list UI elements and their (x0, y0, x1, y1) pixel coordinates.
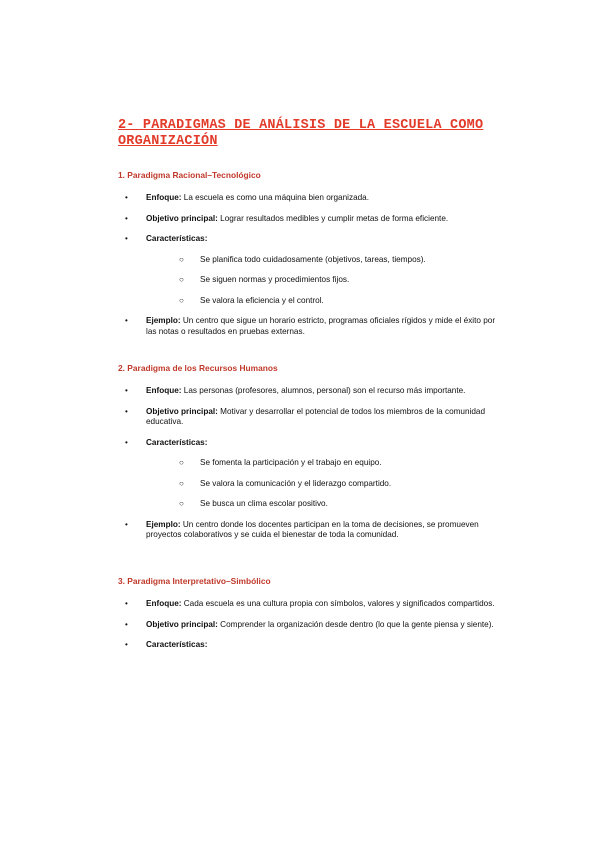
sub-item-text: Se fomenta la participación y el trabajo en equipo. (200, 458, 382, 467)
sub-item-text: Se valora la eficiencia y el control. (200, 295, 324, 305)
item-label: Enfoque: (146, 386, 182, 395)
item-label: Objetivo principal: (146, 619, 218, 629)
bullet-icon: • (125, 619, 128, 629)
item-label: Objetivo principal: (146, 213, 218, 223)
section-heading: 1. Paradigma Racional–Tecnológico (118, 170, 261, 180)
item-label: Ejemplo: (146, 316, 181, 325)
list-item (118, 193, 498, 204)
item-text: Cada escuela es una cultura propia con símbolos, valores y significados compartidos. (181, 599, 495, 608)
sub-list (146, 458, 498, 510)
circle-bullet-icon: ○ (179, 458, 184, 467)
bullet-icon: • (125, 234, 128, 243)
item-label: Enfoque: (146, 599, 182, 608)
list-item (118, 620, 498, 631)
circle-bullet-icon: ○ (179, 499, 184, 508)
item-text: Motivar y desarrollar el potencial de todos los miembros de la comunidad educativa. (146, 406, 486, 426)
section-heading: 2. Paradigma de los Recursos Humanos (118, 363, 278, 373)
bullet-icon: • (125, 519, 128, 529)
circle-bullet-icon: ○ (179, 275, 184, 284)
bullet-icon: • (125, 213, 128, 223)
list-item (118, 214, 498, 225)
circle-bullet-icon: ○ (179, 254, 184, 264)
list-item (118, 234, 498, 306)
sub-list-item (146, 458, 498, 469)
page-title: 2- PARADIGMAS DE ANÁLISIS DE LA ESCUELA COMO ORGANIZACIÓN (118, 118, 484, 149)
sub-item-text: Se planifica todo cuidadosamente (objetivos, tareas, tiempos). (200, 254, 426, 264)
item-text: Un centro donde los docentes participan en la toma de decisiones, se promueven proyectos colaborativos y se cuida el bienestar de toda la comunidad. (146, 519, 479, 539)
item-text: Comprender la organización desde dentro (lo que la gente piensa y siente). (217, 619, 494, 629)
bullet-icon: • (125, 406, 128, 416)
section-heading: 3. Paradigma Interpretativo–Simbólico (118, 576, 271, 586)
item-text: La escuela es como una máquina bien organizada. (181, 193, 370, 202)
list-item (118, 599, 498, 610)
sub-list-item (146, 499, 498, 510)
item-text: Un centro que sigue un horario estricto, programas oficiales rígidos y mide el éxito por las notas o resultados en pruebas externas. (146, 316, 496, 336)
item-label: Objetivo principal: (146, 406, 218, 416)
item-text: Lograr resultados medibles y cumplir metas de forma eficiente. (217, 213, 449, 223)
item-label: Ejemplo: (146, 519, 181, 529)
list-item (118, 407, 498, 428)
bullet-icon: • (125, 193, 128, 202)
section-rational-technological (118, 170, 498, 337)
item-label: Características: (146, 640, 208, 649)
item-label: Enfoque: (146, 193, 182, 202)
item-label: Características: (146, 437, 208, 447)
sub-item-text: Se siguen normas y procedimientos fijos. (200, 275, 350, 284)
sub-item-text: Se valora la comunicación y el liderazgo compartido. (200, 478, 392, 488)
item-label: Características: (146, 234, 208, 243)
circle-bullet-icon: ○ (179, 478, 184, 488)
section-human-resources (118, 363, 498, 541)
bullet-icon: • (125, 316, 128, 325)
bullet-icon: • (125, 599, 128, 608)
bullet-icon: • (125, 437, 128, 447)
sub-list (146, 255, 498, 307)
list-item (118, 438, 498, 510)
section-interpretive-symbolic (118, 576, 498, 651)
bullet-icon: • (125, 640, 128, 649)
sub-item-text: Se busca un clima escolar positivo. (200, 499, 328, 508)
circle-bullet-icon: ○ (179, 295, 184, 305)
sub-list-item (146, 255, 498, 266)
sub-list-item (146, 296, 498, 307)
sub-list-item (146, 275, 498, 286)
list-item (118, 316, 498, 337)
list-item (118, 386, 498, 397)
list-item (118, 520, 498, 541)
list-item (118, 640, 498, 651)
item-text: Las personas (profesores, alumnos, personal) son el recurso más importante. (181, 386, 466, 395)
sub-list-item (146, 479, 498, 490)
bullet-icon: • (125, 386, 128, 395)
